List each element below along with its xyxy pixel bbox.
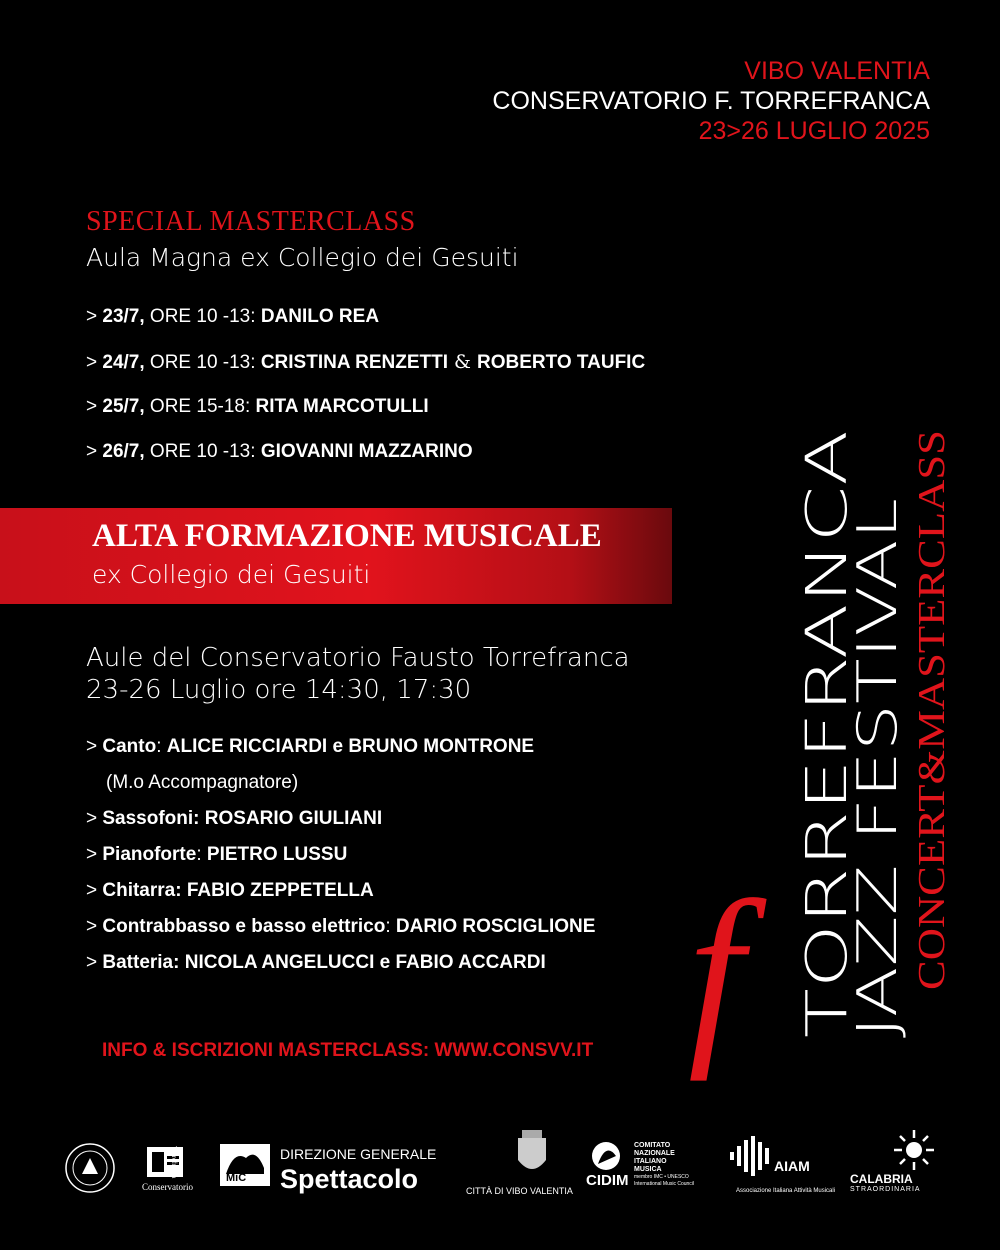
session-prefix: > xyxy=(86,352,103,373)
sun-icon xyxy=(892,1128,936,1172)
course-label: Sassofoni: xyxy=(102,808,200,829)
course-prefix: > xyxy=(86,880,103,901)
masterclass-sessions-list xyxy=(86,306,645,486)
cidim-logo xyxy=(586,1138,695,1189)
cidim-small-text: membro IMC • UNESCO xyxy=(634,1174,689,1180)
course-sep: : xyxy=(385,916,396,937)
aiam-logo xyxy=(730,1136,836,1194)
session-date: 23/7, xyxy=(102,306,145,327)
event-venue: CONSERVATORIO F. TORREFRANCA xyxy=(492,87,930,115)
session-item xyxy=(86,396,645,441)
course-teachers: ROSARIO GIULIANI xyxy=(204,808,383,829)
course-item xyxy=(86,880,595,916)
course-sep: : xyxy=(196,844,207,865)
cidim-text: CIDIM xyxy=(586,1172,629,1189)
session-time: ORE 10 -13: xyxy=(144,306,261,327)
mic-text: MiC xyxy=(226,1172,247,1184)
session-artist: GIOVANNI MAZZARINO xyxy=(260,441,473,462)
mic-logo xyxy=(220,1144,270,1190)
festival-name-line1: TORREFRANCA xyxy=(795,620,860,1038)
alta-formazione-location: ex Collegio dei Gesuiti xyxy=(92,560,371,589)
session-prefix: > xyxy=(86,441,103,462)
session-prefix: > xyxy=(86,306,103,327)
seal-icon xyxy=(64,1142,116,1194)
cidim-line4: MUSICA xyxy=(634,1166,662,1173)
session-prefix: > xyxy=(86,396,103,417)
conservatorio-text: Conservatorio xyxy=(142,1182,193,1192)
session-joiner: & xyxy=(448,351,477,373)
festival-name-line2: JAZZ FESTIVAL xyxy=(846,646,909,1038)
course-label: Pianoforte xyxy=(102,844,197,865)
festival-name-line3: CONCERT&MASTERCLASS xyxy=(911,512,953,990)
cidim-line3: ITALIANO xyxy=(634,1158,667,1165)
calabria-text: CALABRIA xyxy=(850,1172,913,1186)
course-teachers: FABIO ZEPPETELLA xyxy=(186,880,374,901)
course-sep: : xyxy=(156,736,167,757)
alta-formazione-title: ALTA FORMAZIONE MUSICALE xyxy=(92,518,602,554)
course-label: Batteria: xyxy=(102,952,180,973)
session-item xyxy=(86,441,645,486)
course-item xyxy=(86,736,595,772)
course-item xyxy=(86,916,595,952)
session-date: 26/7, xyxy=(102,441,145,462)
course-prefix: > xyxy=(86,808,103,829)
course-label: Canto xyxy=(102,736,157,757)
course-note xyxy=(86,772,595,808)
festival-vertical-title xyxy=(688,430,968,1082)
session-time: ORE 10 -13: xyxy=(144,441,261,462)
session-artist: RITA MARCOTULLI xyxy=(255,396,429,417)
course-item xyxy=(86,952,595,988)
course-prefix: > xyxy=(86,736,103,757)
session-artist: CRISTINA RENZETTI xyxy=(260,352,448,373)
festival-logo-glyph: f xyxy=(688,861,744,1082)
session-item xyxy=(86,306,645,351)
session-time: ORE 15-18: xyxy=(144,396,256,417)
session-time: ORE 10 -13: xyxy=(144,352,261,373)
spettacolo-text: Spettacolo xyxy=(280,1164,419,1194)
aiam-bars-icon xyxy=(730,1136,774,1176)
citta-text: CITTÀ DI VIBO VALENTIA xyxy=(466,1186,573,1196)
seal-logo xyxy=(64,1142,116,1198)
cidim-small-text-2: International Music Council xyxy=(634,1181,695,1187)
aule-info xyxy=(86,642,630,706)
course-label: Contrabbasso e basso elettrico xyxy=(102,916,386,937)
session-date: 24/7, xyxy=(102,352,145,373)
event-dates: 23>26 LUGLIO 2025 xyxy=(698,117,930,145)
courses-list xyxy=(86,736,595,988)
course-label: Chitarra: xyxy=(102,880,182,901)
aiam-text: AIAM xyxy=(774,1158,810,1174)
sponsor-logos-row xyxy=(60,1128,950,1200)
course-teachers: PIETRO LUSSU xyxy=(206,844,348,865)
city-crest-icon xyxy=(514,1128,550,1178)
event-city: VIBO VALENTIA xyxy=(744,57,930,85)
session-artist: ROBERTO TAUFIC xyxy=(477,352,646,373)
course-teachers: DARIO ROSCIGLIONE xyxy=(395,916,596,937)
course-note-text: (M.o Accompagnatore) xyxy=(106,772,299,793)
special-masterclass-title: SPECIAL MASTERCLASS xyxy=(86,206,416,237)
special-masterclass-location: Aula Magna ex Collegio dei Gesuiti xyxy=(86,243,519,272)
calabria-subtitle: STRAORDINARIA xyxy=(850,1186,921,1193)
conservatorio-icon xyxy=(146,1146,184,1178)
cidim-line1: COMITATO xyxy=(634,1142,671,1149)
direzione-text: DIREZIONE GENERALE xyxy=(280,1146,437,1162)
aiam-subtitle: Associazione Italiana Attività Musicali xyxy=(736,1188,836,1194)
event-header xyxy=(492,56,930,146)
course-teachers: ALICE RICCIARDI e BRUNO MONTRONE xyxy=(166,736,535,757)
course-item xyxy=(86,844,595,880)
conservatorio-logo xyxy=(142,1146,206,1196)
cidim-line2: NAZIONALE xyxy=(634,1150,675,1157)
course-prefix: > xyxy=(86,952,103,973)
session-artist: DANILO REA xyxy=(260,306,380,327)
course-prefix: > xyxy=(86,916,103,937)
course-item xyxy=(86,808,595,844)
info-registration-link[interactable]: INFO & ISCRIZIONI MASTERCLASS: WWW.CONSVV.IT xyxy=(102,1040,594,1061)
course-teachers: NICOLA ANGELUCCI e FABIO ACCARDI xyxy=(184,952,546,973)
aule-schedule: 23-26 Luglio ore 14:30, 17:30 xyxy=(86,675,472,705)
course-prefix: > xyxy=(86,844,103,865)
session-item xyxy=(86,351,645,396)
aule-venue: Aule del Conservatorio Fausto Torrefranca xyxy=(86,643,630,673)
session-date: 25/7, xyxy=(102,396,145,417)
torrefranca-text: Torrefranca xyxy=(170,1146,178,1179)
